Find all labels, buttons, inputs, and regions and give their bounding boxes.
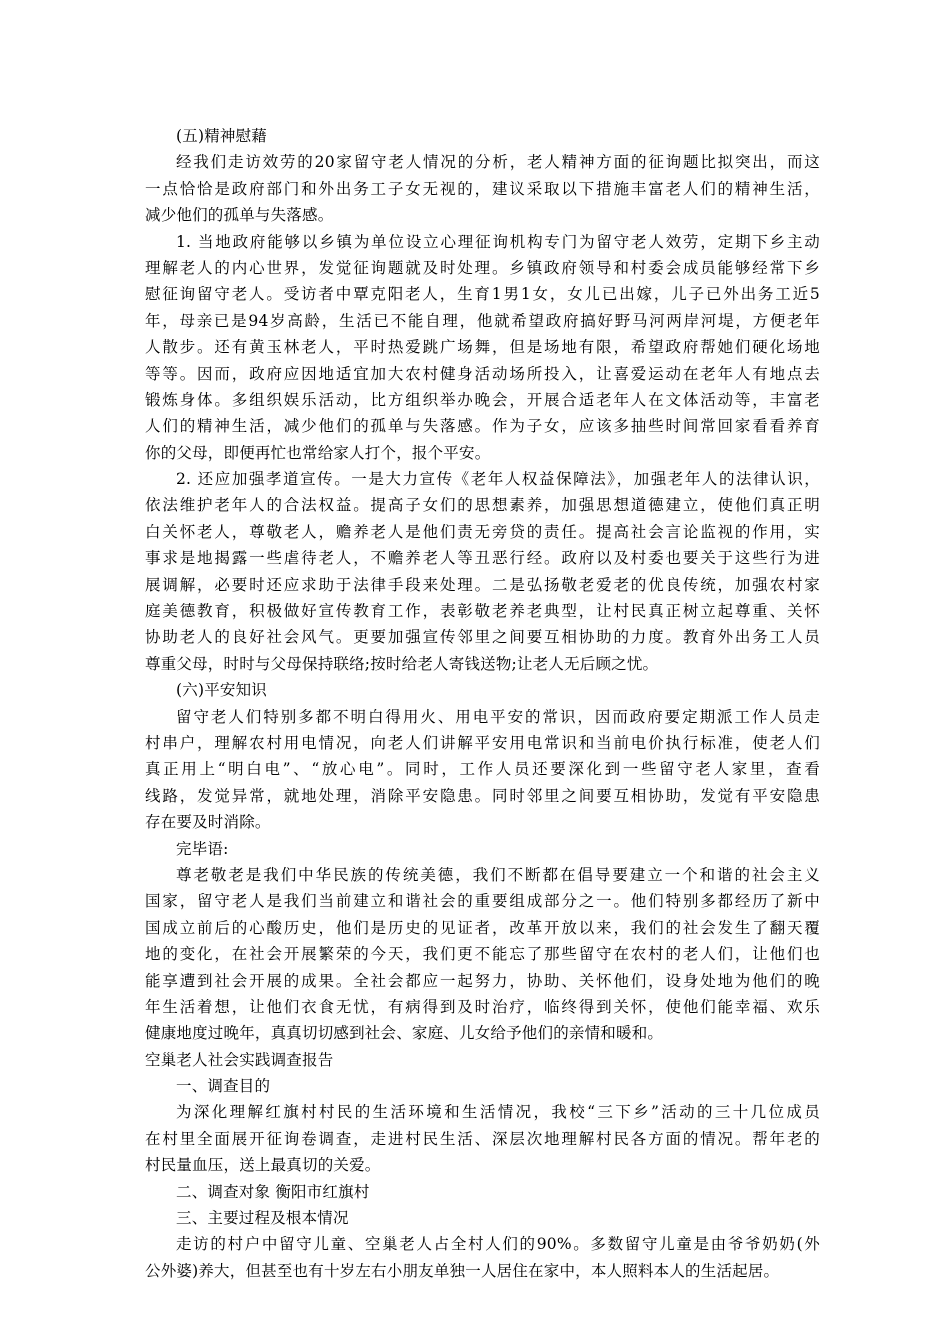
text-line: 空巢老人社会实践调查报告 [145, 1050, 334, 1069]
text-line: 留守老人们特别多都不明白得用火、用电平安的常识，因而政府要定期派工作人员走 [176, 707, 820, 726]
text-line: 走访的村户中留守儿童、空巢老人占全村人们的90%。多数留守儿童是由爷爷奶奶(外 [176, 1235, 820, 1254]
text-line: 尊重父母，时时与父母保持联络;按时给老人寄钱送物;让老人无后顾之忧。 [145, 654, 659, 673]
text-line: 国家，留守老人是我们当前建立和谐社会的重要组成部分之一。他们特别多都经历了新中 [145, 892, 820, 911]
text-line: 事求是地揭露一些虐待老人，不赡养老人等丑恶行经。政府以及村委也要关于这些行为进 [145, 549, 820, 568]
text-line: 你的父母，即便再忙也常给家人打个，报个平安。 [145, 443, 491, 462]
text-line: 完毕语: [176, 839, 229, 858]
text-line: 经我们走访效劳的20家留守老人情况的分析，老人精神方面的征询题比拟突出，而这 [176, 153, 820, 172]
text-line: (六)平安知识 [176, 681, 267, 700]
text-line: 存在要及时消除。 [145, 813, 271, 832]
text-line: 慰征询留守老人。受访者中覃克阳老人，生育1男1女，女儿已出嫁，儿子已外出务工近5 [145, 285, 820, 304]
text-line: 三、主要过程及根本情况 [176, 1209, 349, 1228]
text-line: 一、调查目的 [176, 1077, 271, 1096]
text-line: 二、调查对象 衡阳市红旗村 [176, 1182, 370, 1201]
text-line: 能享遭到社会开展的成果。全社会都应一起努力，协助、关怀他们，设身处地为他们的晚 [145, 971, 820, 990]
text-line: 人们的精神生活，减少他们的孤单与失落感。作为子女，应该多抽些时间常回家看看养育 [145, 417, 820, 436]
text-line: 2. 还应加强孝道宣传。一是大力宣传《老年人权益保障法》，加强老年人的法律认识， [176, 470, 820, 489]
text-line: 1. 当地政府能够以乡镇为单位设立心理征询机构专门为留守老人效劳，定期下乡主动 [176, 232, 820, 251]
text-line: 年，母亲已是94岁高龄，生活已不能自理，他就希望政府搞好野马河两岸河堤，方便老年 [145, 311, 820, 330]
text-line: 年生活着想，让他们衣食无忧，有病得到及时治疗，临终得到关怀，使他们能幸福、欢乐 [145, 997, 820, 1016]
text-line: 白关怀老人，尊敬老人，赡养老人是他们责无旁贷的责任。提高社会言论监视的作用，实 [145, 522, 820, 541]
text-line: 地的变化，在社会开展繁荣的今天，我们更不能忘了那些留守在农村的老人们，让他们也 [145, 945, 820, 964]
text-line: 人散步。还有黄玉林老人，平时热爱跳广场舞，但是场地有限，希望政府帮她们硬化场地 [145, 338, 820, 357]
text-line: 一点恰恰是政府部门和外出务工子女无视的，建议采取以下措施丰富老人们的精神生活， [145, 179, 820, 198]
text-line: 村民量血压，送上最真切的关爱。 [145, 1156, 381, 1175]
text-line: 等等。因而，政府应因地适宜加大农村健身活动场所投入，让喜爱运动在老年人有地点去 [145, 364, 820, 383]
text-line: (五)精神慰藉 [176, 127, 267, 145]
text-line: 尊老敬老是我们中华民族的传统美德，我们不断都在倡导要建立一个和谐的社会主义 [176, 865, 820, 884]
text-line: 庭美德教育，积极做好宣传教育工作，表彰敬老养老典型，让村民真正树立起尊重、关怀 [145, 602, 820, 621]
text-line: 理解老人的内心世界，发觉征询题就及时处理。乡镇政府领导和村委会成员能够经常下乡 [145, 258, 820, 277]
text-line: 公外婆)养大，但甚至也有十岁左右小朋友单独一人居住在家中，本人照料本人的生活起居。 [145, 1261, 780, 1280]
text-line: 国成立前后的心酸历史，他们是历史的见证者，改革开放以来，我们的社会发生了翻天覆 [145, 918, 820, 937]
text-line: 村串户，理解农村用电情况，向老人们讲解平安用电常识和当前电价执行标准，使老人们 [145, 733, 820, 752]
text-line: 展调解，必要时还应求助于法律手段来处理。二是弘扬敬老爱老的优良传统，加强农村家 [145, 575, 820, 594]
document-body [145, 123, 820, 1284]
text-line: 锻炼身体。多组织娱乐活动，比方组织举办晚会，开展合适老年人在文体活动等，丰富老 [145, 390, 820, 409]
text-line: 健康地度过晚年，真真切切感到社会、家庭、儿女给予他们的亲情和暖和。 [145, 1024, 664, 1043]
text-line: 在村里全面展开征询卷调查，走进村民生活、深层次地理解村民各方面的情况。帮年老的 [145, 1129, 820, 1148]
text-line: 依法维护老年人的合法权益。提高子女们的思想素养，加强思想道德建立，使他们真正明 [145, 496, 820, 515]
text-line: 真正用上“明白电”、“放心电”。同时，工作人员还要深化到一些留守老人家里，查看 [145, 760, 820, 779]
text-line: 线路，发觉异常，就地处理，消除平安隐患。同时邻里之间要互相协助，发觉有平安隐患 [145, 786, 820, 805]
text-line: 协助老人的良好社会风气。更要加强宣传邻里之间要互相协助的力度。教育外出务工人员 [145, 628, 820, 647]
text-line: 减少他们的孤单与失落感。 [145, 206, 334, 225]
text-line: 为深化理解红旗村村民的生活环境和生活情况，我校“三下乡”活动的三十几位成员 [176, 1103, 820, 1122]
